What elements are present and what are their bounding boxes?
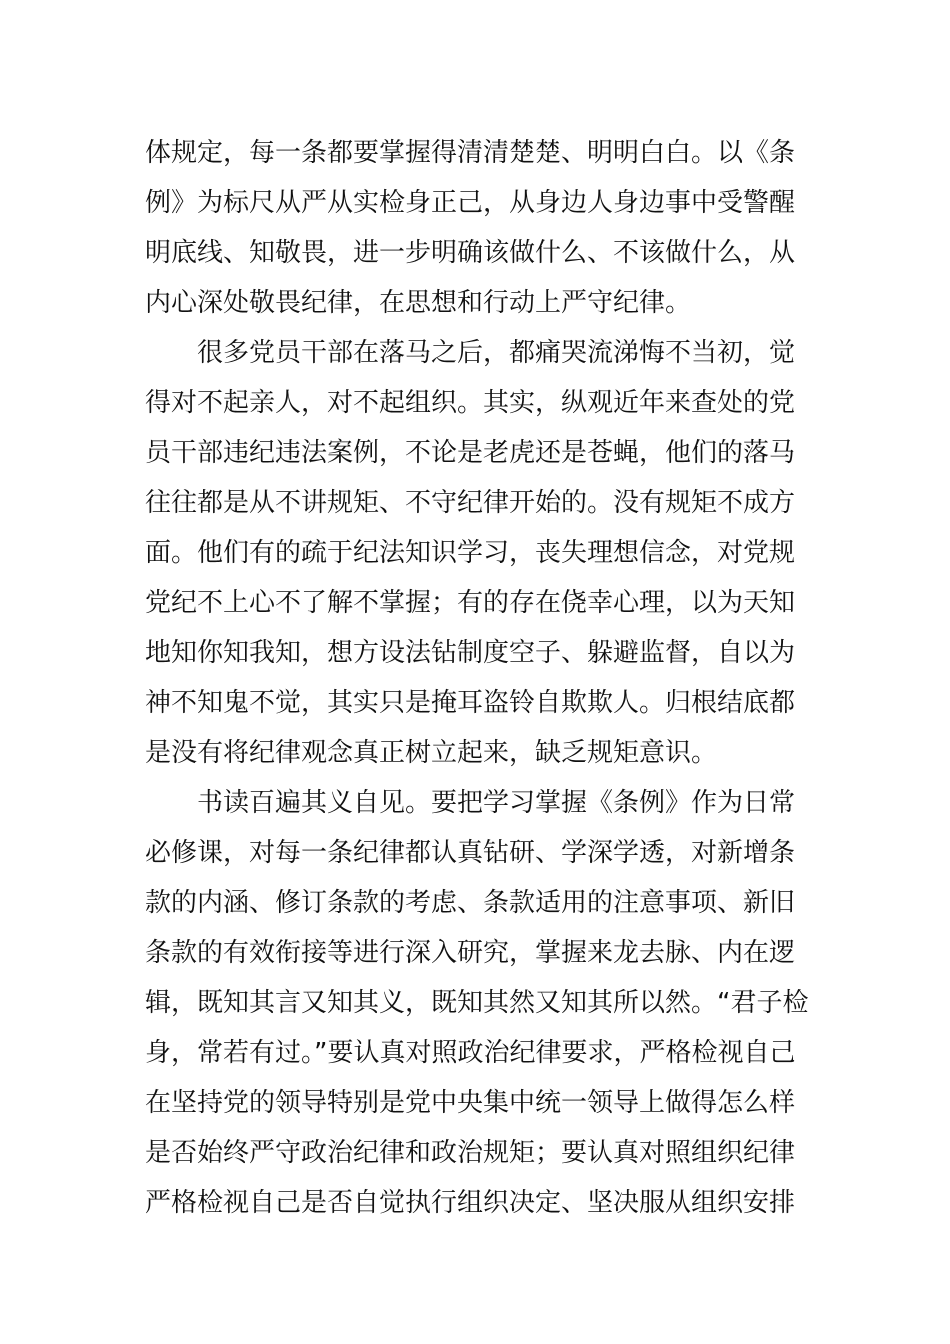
text-line: 身，常若有过。”要认真对照政治纪律要求，严格检视自己	[145, 1038, 796, 1068]
text-line: 体规定，每一条都要掌握得清清楚楚、明明白白。以《条	[145, 138, 796, 168]
text-line: 是没有将纪律观念真正树立起来，缺乏规矩意识。	[145, 738, 718, 768]
text-line: 在坚持党的领导特别是党中央集中统一领导上做得怎么样	[145, 1088, 796, 1118]
text-line: 神不知鬼不觉，其实只是掩耳盗铃自欺欺人。归根结底都	[145, 688, 796, 718]
text-line: 内心深处敬畏纪律，在思想和行动上严守纪律。	[145, 288, 692, 318]
text-line: 条款的有效衔接等进行深入研究，掌握来龙去脉、内在逻	[145, 938, 796, 968]
paragraph-start-line: 很多党员干部在落马之后，都痛哭流涕悔不当初，觉	[197, 338, 796, 368]
body-text	[145, 128, 815, 1228]
text-line: 必修课，对每一条纪律都认真钻研、学深学透，对新增条	[145, 838, 796, 868]
text-line: 辑，既知其言又知其义，既知其然又知其所以然。“君子检	[145, 988, 809, 1018]
text-line: 严格检视自己是否自觉执行组织决定、坚决服从组织安排	[145, 1188, 796, 1218]
text-line: 面。他们有的疏于纪法知识学习，丧失理想信念，对党规	[145, 538, 796, 568]
text-line: 是否始终严守政治纪律和政治规矩；要认真对照组织纪律	[145, 1138, 796, 1168]
text-line: 明底线、知敬畏，进一步明确该做什么、不该做什么，从	[145, 238, 796, 268]
text-line: 地知你知我知，想方设法钻制度空子、躲避监督，自以为	[145, 638, 796, 668]
text-line: 例》为标尺从严从实检身正己，从身边人身边事中受警醒	[145, 188, 796, 218]
text-line: 往往都是从不讲规矩、不守纪律开始的。没有规矩不成方	[145, 488, 796, 518]
text-line: 款的内涵、修订条款的考虑、条款适用的注意事项、新旧	[145, 888, 796, 918]
text-line: 党纪不上心不了解不掌握；有的存在侥幸心理，以为天知	[145, 588, 796, 618]
paragraph-start-line: 书读百遍其义自见。要把学习掌握《条例》作为日常	[197, 788, 796, 818]
text-line: 员干部违纪违法案例，不论是老虎还是苍蝇，他们的落马	[145, 438, 796, 468]
text-line: 得对不起亲人，对不起组织。其实，纵观近年来查处的党	[145, 388, 796, 418]
